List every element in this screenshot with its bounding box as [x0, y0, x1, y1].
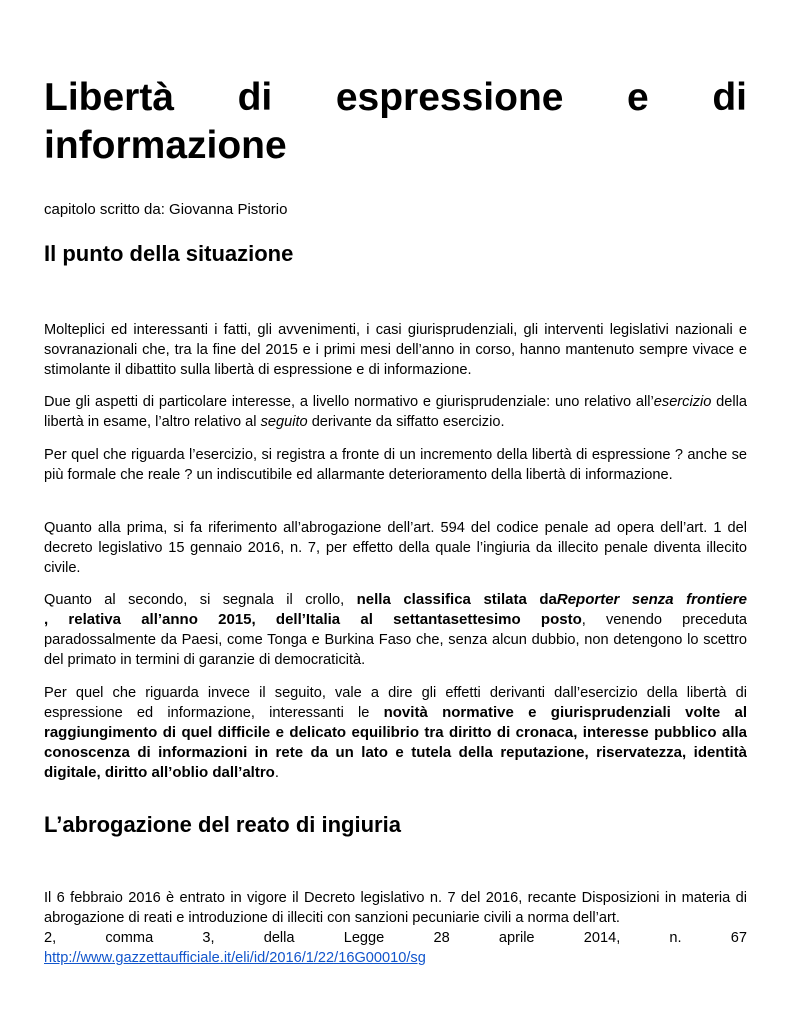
paragraph-text: della libertà in esame, l’altro relativo al	[44, 394, 747, 430]
author-byline: capitolo scritto da: Giovanna Pistorio	[44, 201, 288, 218]
paragraph-line: 2, comma 3, della Legge 28 aprile 2014, n. 67	[44, 930, 747, 946]
paragraph-exercise: Per quel che riguarda l’esercizio, si registra a fronte di un incremento della libertà di espressione ? anche se più formale che reale ? un indiscutibile ed allarmante deterioramento della libertà di informazione.	[44, 447, 747, 483]
paragraph-text: .	[274, 765, 279, 781]
bold-text: novità normative e giurisprudenziali volte al raggiungimento di quel difficile e delicato equilibrio tra diritto di cronaca, interesse pubblico alla conoscenza di informazioni in rete da un lato e tutela della reputazione, riservatezza, identità digitale, diritto all’oblio dall’altro	[44, 704, 747, 781]
paragraph-follow-up	[44, 683, 747, 783]
paragraph-text: paradossalmente da Paesi, come Tonga e Burkina Faso che, senza alcun dubbio, non detengono lo scettro del primato in termini di garanzie di democraticità.	[44, 632, 747, 668]
italic-term: esercizio	[653, 394, 712, 410]
paragraph-text: Il 6 febbraio 2016 è entrato in vigore il Decreto legislativo n. 7 del 2016, recante Disposizioni in materia di abrogazione di reati e introduzione di illeciti con sanzioni pecuniarie civili a norma dell’art.	[44, 890, 747, 926]
paragraph-decree	[44, 888, 747, 968]
paragraph-ranking	[44, 590, 747, 670]
page-title	[44, 74, 747, 170]
paragraph-line	[44, 590, 747, 610]
paragraph-intro: Molteplici ed interessanti i fatti, gli avvenimenti, i casi giurisprudenziali, gli interventi legislativi nazionali e sovranazionali che, tra la fine del 2015 e i primi mesi dell’anno in corso, hanno mantenuto sempre vivace e stimolante il dibattito sulla libertà di espressione e di informazione.	[44, 322, 747, 378]
paragraph-abrogation: Quanto alla prima, si fa riferimento all’abrogazione dell’art. 594 del codice penale ad opera dell’art. 1 del decreto legislativo 15 gennaio 2016, n. 7, per effetto della quale l’ingiuria da illecito penale diventa illecito civile.	[44, 520, 747, 576]
paragraph-aspects	[44, 392, 747, 432]
page-title-line-1: Libertà di espressione e di	[44, 76, 747, 119]
bold-text: , relativa all’anno 2015, dell’Italia al settantasettesimo posto	[44, 611, 582, 628]
section-heading-situation: Il punto della situazione	[44, 241, 294, 266]
paragraph-text: Quanto al secondo, si segnala il crollo,	[44, 592, 357, 608]
italic-term: seguito	[260, 414, 308, 430]
section-heading-abrogation: L’abrogazione del reato di ingiuria	[44, 812, 401, 837]
gazzetta-link[interactable]: http://www.gazzettaufficiale.it/eli/id/2016/1/22/16G00010/sg	[44, 950, 426, 966]
paragraph-text: Due gli aspetti di particolare interesse, a livello normativo e giurisprudenziale: uno relativo all’	[44, 394, 654, 410]
paragraph-text: , venendo preceduta	[581, 612, 748, 628]
bold-italic-text: Reporter senza frontiere	[556, 591, 748, 608]
paragraph-text: derivante da siffatto esercizio.	[307, 414, 505, 430]
bold-text: nella classifica stilata da	[356, 591, 557, 608]
paragraph-line	[44, 610, 747, 630]
paragraph-text: Per quel che riguarda invece il seguito, vale a dire gli effetti derivanti dall’esercizio della libertà di espressione ed informazione, interessanti le	[44, 685, 747, 721]
page-title-line-2: informazione	[44, 124, 287, 167]
